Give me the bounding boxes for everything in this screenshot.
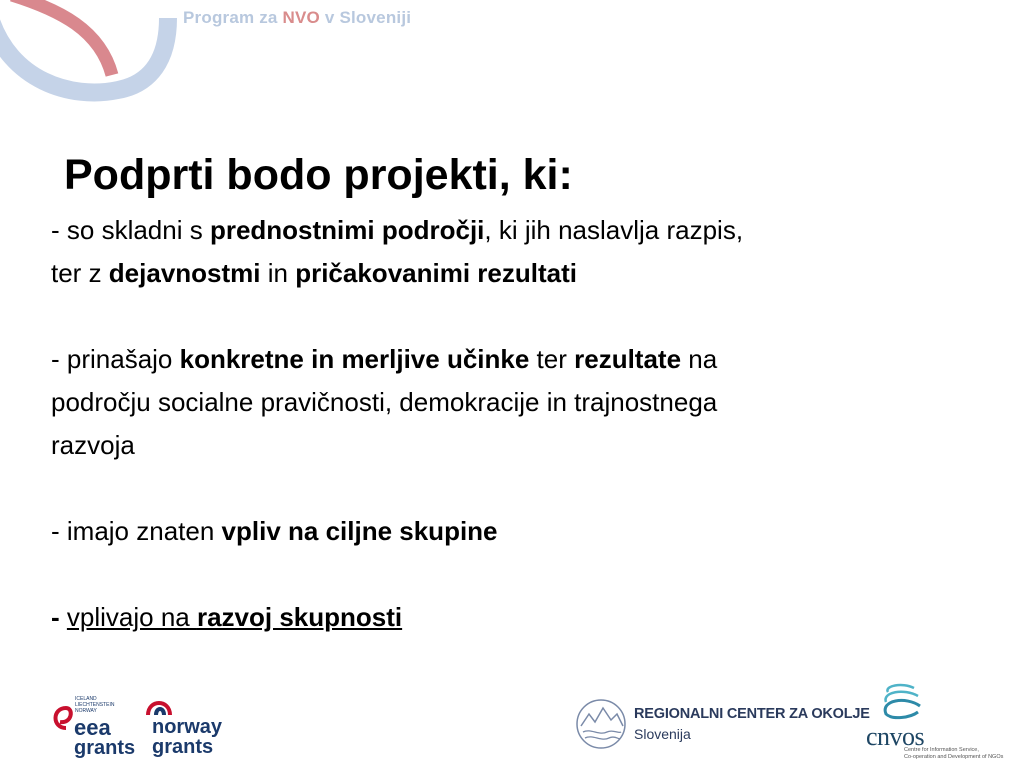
rec-emblem-icon	[573, 696, 631, 754]
slide-title: Podprti bodo projekti, ki:	[64, 151, 573, 199]
rec-slovenija-logo	[573, 694, 870, 756]
eea-country-3: NORWAY	[75, 708, 97, 714]
program-header-highlight: NVO	[282, 8, 320, 27]
bullet-1-text-c: ter z	[51, 258, 109, 288]
bullet-1-bold-c: pričakovanimi rezultati	[295, 258, 577, 288]
bullet-2-bold-a: konkretne in merljive učinke	[179, 344, 530, 374]
bullet-2-line-2: področju socialne pravičnosti, demokracije in trajnostnega	[51, 387, 718, 417]
bullet-3-text: - imajo znaten	[51, 516, 222, 546]
program-header	[183, 8, 411, 28]
program-header-prefix: Program za	[183, 8, 283, 27]
bullet-1-line-1	[51, 209, 951, 252]
rec-name: REGIONALNI CENTER ZA OKOLJE	[634, 706, 870, 722]
cnvos-tagline-2: Co-operation and Development of NGOs	[904, 754, 1004, 760]
bullet-2-text-c: na	[681, 344, 718, 374]
bullet-1-text-d: in	[260, 258, 296, 288]
eea-country-1: ICELAND	[75, 696, 97, 702]
cnvos-wordmark: cnvos	[866, 722, 925, 751]
bullet-4-text: vplivajo na	[66, 602, 197, 632]
cnvos-tagline	[904, 747, 1003, 761]
bullet-1-text-b: , ki jih naslavlja razpis,	[484, 215, 744, 245]
bullet-2-text-b: ter	[529, 344, 575, 374]
bullet-4-dash: -	[51, 602, 67, 632]
bullet-4	[51, 596, 951, 639]
bullet-3	[51, 510, 951, 553]
cnvos-logo	[864, 680, 1024, 765]
eea-grants-word: grants	[74, 737, 136, 758]
eea-country-2: LIECHTENSTEIN	[75, 702, 115, 708]
program-header-suffix: v Sloveniji	[319, 8, 412, 27]
bullet-2-bold-b: rezultate	[574, 344, 682, 374]
cnvos-swirl-icon	[870, 680, 930, 728]
bullet-2-line-1	[51, 338, 951, 381]
bullet-3-bold: vpliv na ciljne skupine	[221, 516, 498, 546]
norway-word: norway	[152, 716, 223, 738]
bullet-2-text-a: - prinašajo	[51, 344, 180, 374]
corner-arcs-decoration	[0, 0, 180, 105]
slide-body	[51, 209, 951, 639]
bullet-1-text-a: - so skladni s	[51, 215, 210, 245]
norway-grants-logo	[144, 695, 240, 757]
norway-grants-word: grants	[152, 736, 214, 757]
bullet-4-bold: razvoj skupnosti	[196, 602, 403, 632]
bullet-1-line-2	[51, 252, 951, 295]
bullet-2-line-3: razvoja	[51, 430, 135, 460]
bullet-1-bold-b: dejavnostmi	[108, 258, 261, 288]
eea-word: eea	[74, 715, 111, 740]
bullet-1-bold-a: prednostnimi področji	[209, 215, 485, 245]
cnvos-tagline-1: Centre for Information Service,	[904, 747, 979, 753]
rec-country: Slovenija	[634, 726, 691, 742]
eea-grants-logo	[50, 690, 150, 758]
